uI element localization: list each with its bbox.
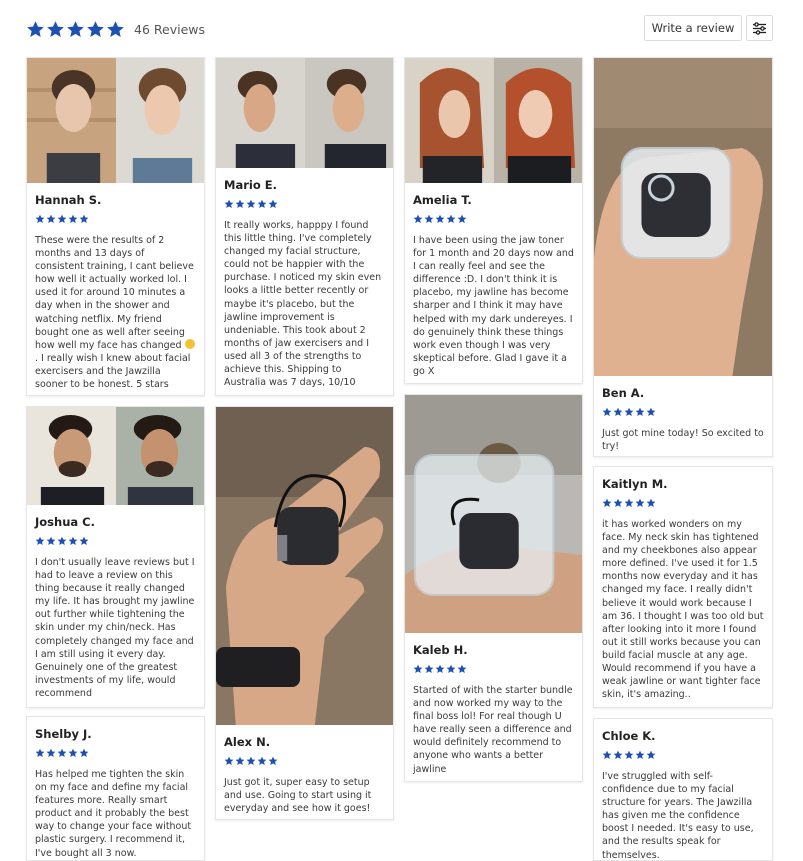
star-icon xyxy=(35,214,45,224)
review-text: I don't usually leave reviews but I had to leave a review on this thing because it really changed my life. It has brought my jawline out further while tightening the skin under my chin/neck. Has completely changed my face and I am still using it every day. Genuinely one of the greatest investments of my life, would recommend xyxy=(35,557,195,699)
star-icon xyxy=(602,750,612,760)
reviewer-name: Mario E. xyxy=(224,178,277,192)
star-icon xyxy=(46,20,65,39)
review-photo[interactable] xyxy=(405,395,582,633)
review-card xyxy=(404,394,583,782)
star-icon xyxy=(635,498,645,508)
star-icon xyxy=(26,20,45,39)
review-card xyxy=(26,57,205,396)
reviewer-name: Hannah S. xyxy=(35,193,102,207)
review-photo[interactable] xyxy=(405,58,582,183)
review-card xyxy=(215,406,394,820)
star-icon xyxy=(435,214,445,224)
star-icon xyxy=(635,407,645,417)
star-icon xyxy=(446,214,456,224)
reviewer-name: Kaleb H. xyxy=(413,643,468,657)
review-card xyxy=(593,57,773,457)
star-icon xyxy=(224,756,234,766)
star-icon xyxy=(613,498,623,508)
review-stars xyxy=(35,214,196,224)
star-icon xyxy=(624,750,634,760)
star-icon xyxy=(79,748,89,758)
star-icon xyxy=(257,756,267,766)
star-icon xyxy=(86,20,105,39)
star-icon xyxy=(57,214,67,224)
review-stars xyxy=(602,750,764,760)
reviewer-name: Joshua C. xyxy=(35,515,95,529)
star-icon xyxy=(57,536,67,546)
star-icon xyxy=(413,214,423,224)
reviewer-name: Kaitlyn M. xyxy=(602,477,668,491)
write-review-button[interactable]: Write a review xyxy=(644,15,742,41)
review-stars xyxy=(602,498,764,508)
review-stars xyxy=(602,407,764,417)
star-icon xyxy=(79,536,89,546)
review-stars xyxy=(35,536,196,546)
star-icon xyxy=(602,407,612,417)
rating-summary xyxy=(26,18,205,40)
reviewer-name: Shelby J. xyxy=(35,727,92,741)
star-icon xyxy=(235,756,245,766)
review-photo[interactable] xyxy=(216,58,393,168)
star-icon xyxy=(46,214,56,224)
star-icon xyxy=(413,664,423,674)
review-stars xyxy=(413,664,574,674)
star-icon xyxy=(66,20,85,39)
star-icon xyxy=(235,199,245,209)
review-stars xyxy=(224,756,385,766)
review-photo[interactable] xyxy=(27,58,204,183)
star-icon xyxy=(224,199,234,209)
review-photo[interactable] xyxy=(594,58,772,376)
review-text: it has worked wonders on my face. My neck skin has tightened and my cheekbones also appear more defined. I've used it for 1.5 months now everyday and it has changed my face. I really didn't believe it would work because I am 36. I thought I was too old but after looking into it more I found out it still works because you can build facial muscle at any age. Would recommend if you have a weak jawline or want tighter face skin, it's amazing.. xyxy=(602,519,764,701)
star-icon xyxy=(635,750,645,760)
star-icon xyxy=(106,20,125,39)
star-icon xyxy=(424,664,434,674)
review-card xyxy=(404,57,583,384)
review-photo[interactable] xyxy=(27,407,204,505)
star-icon xyxy=(613,407,623,417)
star-icon xyxy=(246,199,256,209)
smiling-emoji-icon xyxy=(185,339,195,349)
star-icon xyxy=(268,756,278,766)
star-icon xyxy=(624,407,634,417)
reviewer-name: Amelia T. xyxy=(413,193,472,207)
review-stars xyxy=(224,199,385,209)
star-icon xyxy=(646,750,656,760)
review-text: I have been using the jaw toner for 1 month and 20 days now and I can really feel and see the difference :D. I don't think it is placebo, my jawline has become sharper and I think it may have helped with my dark undereyes. I do genuinely think these things work even though I was very skeptical before. Glad I gave it a go X xyxy=(413,235,574,377)
review-card xyxy=(593,466,773,708)
review-text: Just got it, super easy to setup and use. Going to start using it everyday and see how it goes! xyxy=(224,777,372,815)
star-icon xyxy=(46,536,56,546)
review-text: It really works, happpy I found this little thing. I've completely changed my facial structure, could not be happier with the purchase. I noticed my skin even looks a little better recently or maybe it's placebo, but the jawline improvement is undeniable. This took about 2 months of jaw exercisers and I used all 3 of the strengths to achieve this. Shipping to Australia was 7 days, 10/10 xyxy=(224,220,382,389)
star-icon xyxy=(646,407,656,417)
review-text: I've struggled with self-confidence due to my facial structure for years. The Jawzilla has given me the confidence boost I needed. It's easy to use, and the results speak for themselves. xyxy=(602,771,754,861)
star-icon xyxy=(457,214,467,224)
star-icon xyxy=(57,748,67,758)
review-text: Has helped me tighten the skin on my face and define my facial features more. Really smart product and it probably the best way to change your face without plastic surgery. I recommend it, I've bought all 3 now. xyxy=(35,769,192,859)
review-text: These were the results of 2 months and 13 days of consistent training, I cant believe how well it actually worked lol. I used it for around 10 minutes a day when in the shower and watching netflix. My friend bought one as well after seeing how well my face has changed . I really wish I knew about facial exercisers and the Jawzilla sooner to be honest. 5 stars xyxy=(35,235,194,391)
reviewer-name: Ben A. xyxy=(602,386,645,400)
reviewer-name: Chloe K. xyxy=(602,729,656,743)
star-icon xyxy=(613,750,623,760)
review-card xyxy=(593,718,773,861)
star-icon xyxy=(68,536,78,546)
star-icon xyxy=(257,199,267,209)
review-text: Started of with the starter bundle and now worked my way to the final boss lol! For real though U have really seen a difference and would definitely recommend to anyone who wants a better jawline xyxy=(413,685,573,775)
star-icon xyxy=(646,498,656,508)
star-icon xyxy=(35,536,45,546)
sliders-icon xyxy=(752,22,767,35)
star-icon xyxy=(446,664,456,674)
review-card xyxy=(26,406,205,708)
star-icon xyxy=(46,748,56,758)
reviewer-name: Alex N. xyxy=(224,735,271,749)
star-icon xyxy=(624,498,634,508)
review-card xyxy=(26,716,205,861)
filter-button[interactable] xyxy=(746,15,773,41)
rating-stars xyxy=(26,20,125,39)
star-icon xyxy=(68,214,78,224)
star-icon xyxy=(246,756,256,766)
star-icon xyxy=(68,748,78,758)
review-card xyxy=(215,57,394,396)
star-icon xyxy=(268,199,278,209)
star-icon xyxy=(35,748,45,758)
review-stars xyxy=(35,748,196,758)
reviews-count: 46 Reviews xyxy=(134,21,205,37)
review-text: Just got mine today! So excited to try! xyxy=(602,428,764,453)
star-icon xyxy=(457,664,467,674)
review-photo[interactable] xyxy=(216,407,393,725)
star-icon xyxy=(424,214,434,224)
star-icon xyxy=(435,664,445,674)
star-icon xyxy=(602,498,612,508)
review-stars xyxy=(413,214,574,224)
star-icon xyxy=(79,214,89,224)
